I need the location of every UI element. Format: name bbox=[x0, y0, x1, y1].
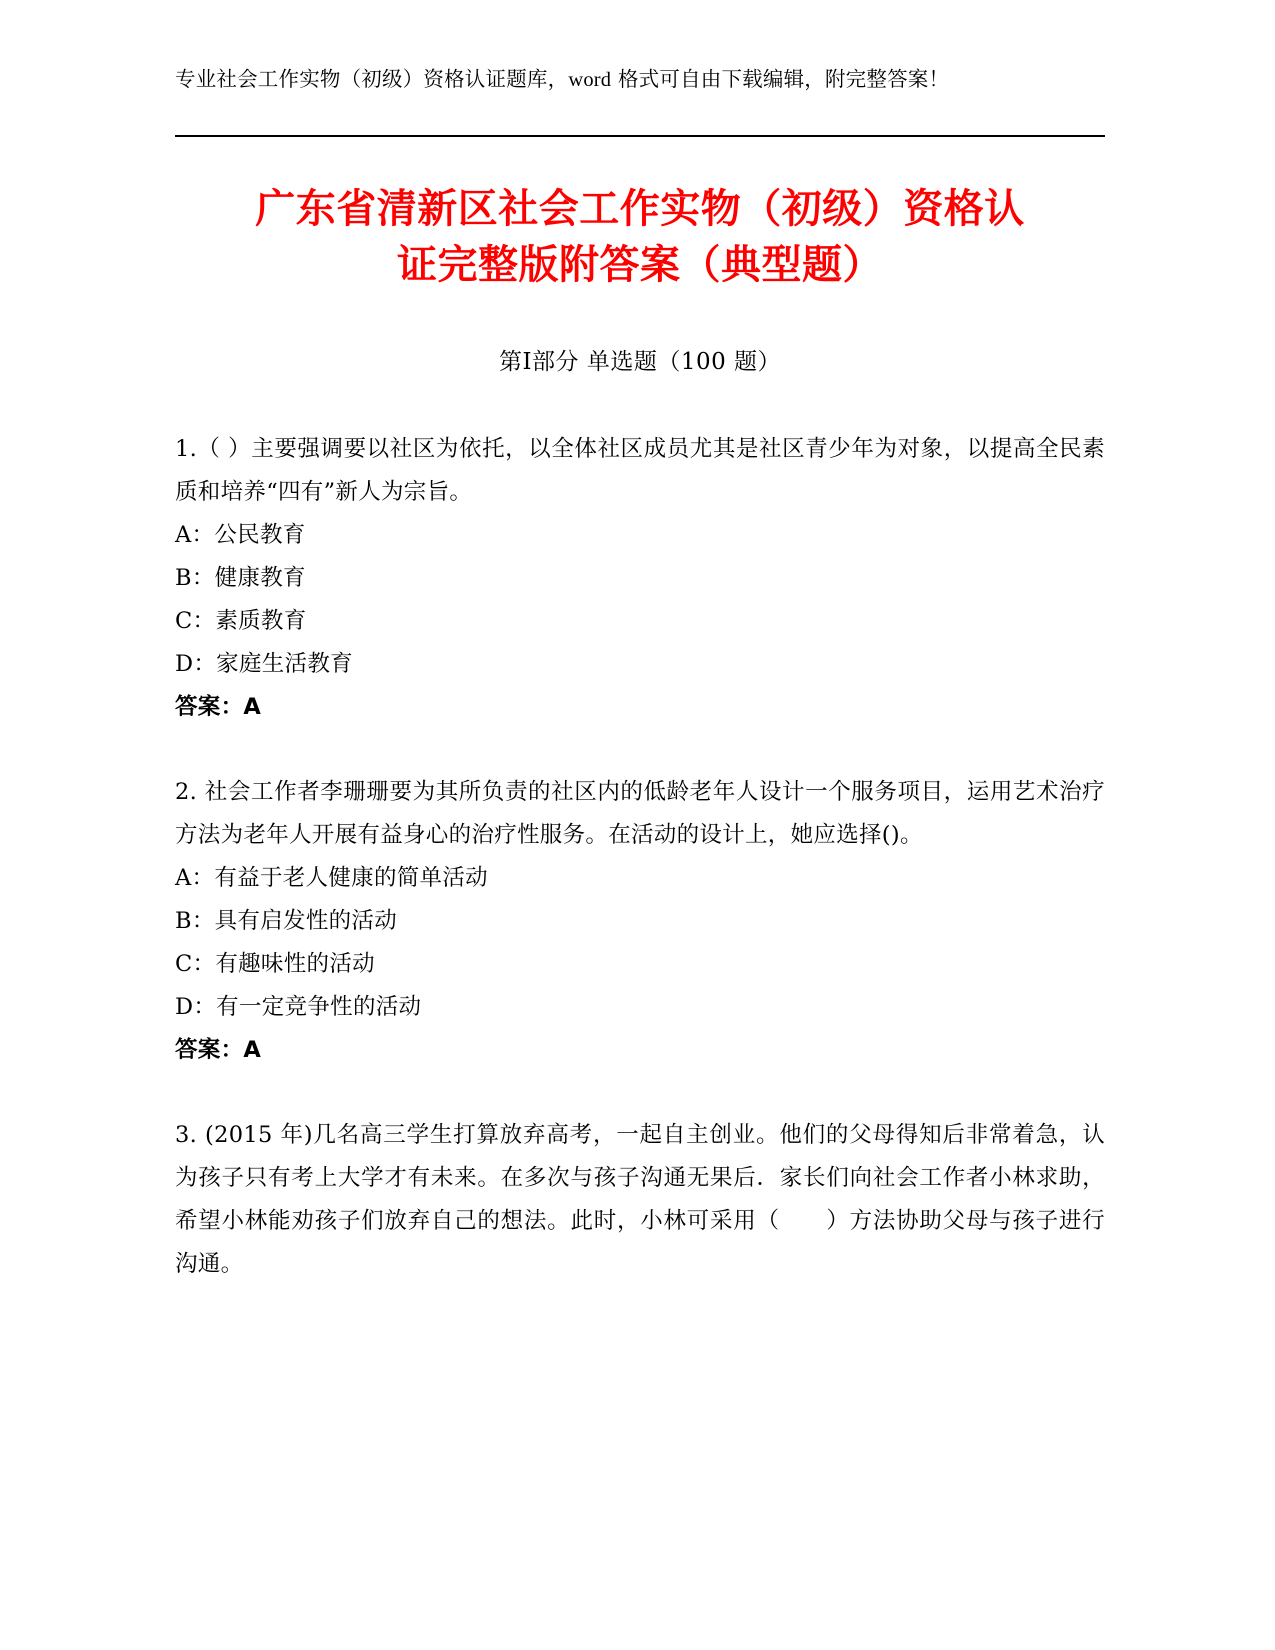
header-divider bbox=[175, 135, 1105, 137]
question-stem: 3. (2015 年)几名高三学生打算放弃高考，一起自主创业。他们的父母得知后非常着急，认为孩子只有考上大学才有未来。在多次与孩子沟通无果后．家长们向社会工作者小林求助，希望小林能劝孩子们放弃自己的想法。此时，小林可采用（ ）方法协助父母与孩子进行沟通。 bbox=[175, 1122, 1105, 1277]
answer-value: A bbox=[243, 694, 262, 720]
question-item bbox=[175, 428, 1105, 729]
question-item bbox=[175, 1114, 1105, 1286]
answer-label: 答案： bbox=[175, 1037, 244, 1063]
answer-value: A bbox=[243, 1037, 262, 1063]
header-note-before: 专业社会工作实物（初级）资格认证题库， bbox=[175, 67, 569, 91]
section-heading: 第Ⅰ部分 单选题（100 题） bbox=[498, 349, 782, 375]
question-option: A：公民教育 bbox=[175, 522, 306, 548]
question-item bbox=[175, 771, 1105, 1072]
answer-label: 答案： bbox=[175, 694, 244, 720]
question-option: C：有趣味性的活动 bbox=[175, 951, 375, 977]
question-answer bbox=[175, 1029, 1105, 1072]
header-note bbox=[175, 62, 1105, 97]
question-answer bbox=[175, 686, 1105, 729]
page-title-line-1: 广东省清新区社会工作实物（初级）资格认 bbox=[255, 186, 1025, 232]
question-option: C：素质教育 bbox=[175, 608, 307, 634]
header-note-after: 格式可自由下载编辑，附完整答案！ bbox=[611, 67, 950, 91]
question-option: A：有益于老人健康的简单活动 bbox=[175, 865, 488, 891]
page-title-line-2: 证完整版附答案（典型题） bbox=[397, 242, 883, 288]
question-option: B：健康教育 bbox=[175, 565, 306, 591]
question-option: D：家庭生活教育 bbox=[175, 651, 353, 677]
question-stem: 2. 社会工作者李珊珊要为其所负责的社区内的低龄老年人设计一个服务项目，运用艺术治疗方法为老年人开展有益身心的治疗性服务。在活动的设计上，她应选择()。 bbox=[175, 779, 1105, 848]
question-option: D：有一定竞争性的活动 bbox=[175, 994, 422, 1020]
question-stem: 1.（ ）主要强调要以社区为依托，以全体社区成员尤其是社区青少年为对象，以提高全民素质和培养“四有”新人为宗旨。 bbox=[175, 436, 1105, 505]
page-title bbox=[175, 181, 1105, 293]
question-option: B：具有启发性的活动 bbox=[175, 908, 398, 934]
header-note-word: word bbox=[568, 69, 612, 91]
